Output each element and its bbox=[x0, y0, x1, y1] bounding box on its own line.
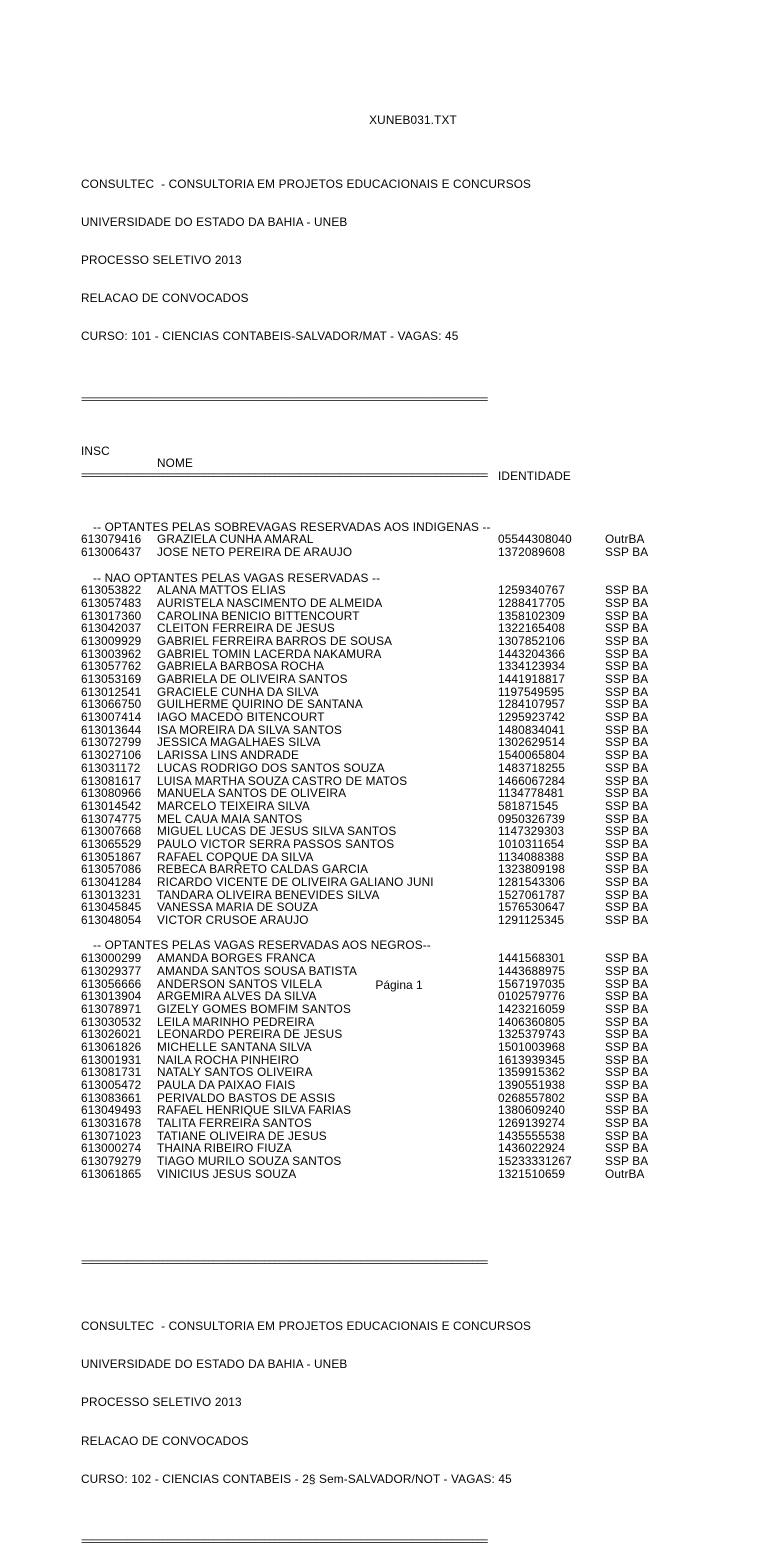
row-inscricao: 613012541 bbox=[81, 684, 142, 699]
row-inscricao: 613017360 bbox=[81, 608, 142, 623]
separator-line: ================================================================================ bbox=[81, 393, 487, 406]
row-identidade: 1302629514 bbox=[498, 735, 566, 750]
table-row bbox=[81, 1041, 685, 1054]
row-nome: REBECA BARRETO CALDAS GARCIA bbox=[157, 862, 369, 877]
row-identidade: 1613939345 bbox=[498, 1052, 566, 1067]
row-nome: LUISA MARTHA SOUZA CASTRO DE MATOS bbox=[157, 773, 408, 788]
row-identidade: 1380609240 bbox=[498, 1103, 566, 1118]
row-inscricao: 613081731 bbox=[81, 1065, 142, 1080]
table-row bbox=[81, 1016, 685, 1029]
row-inscricao: 613079279 bbox=[81, 1154, 142, 1169]
table-row bbox=[81, 597, 685, 610]
table-row bbox=[81, 1117, 685, 1130]
row-inscricao: 613049493 bbox=[81, 1103, 142, 1118]
row-identidade: 1259340767 bbox=[498, 583, 566, 598]
sections-container bbox=[81, 521, 685, 1181]
row-inscricao: 613031678 bbox=[81, 1116, 142, 1131]
row-orgao: SSP BA bbox=[605, 1039, 649, 1054]
header-line: RELACAO DE CONVOCADOS bbox=[81, 1433, 249, 1448]
row-nome: NATALY SANTOS OLIVEIRA bbox=[157, 1065, 313, 1080]
table-row bbox=[81, 800, 685, 813]
row-orgao: SSP BA bbox=[605, 963, 649, 978]
table-row bbox=[81, 749, 685, 762]
row-identidade: 1441568301 bbox=[498, 951, 566, 966]
row-nome: TANDARA OLIVEIRA BENEVIDES SILVA bbox=[157, 887, 380, 902]
row-orgao: SSP BA bbox=[605, 722, 649, 737]
row-nome: LUCAS RODRIGO DOS SANTOS SOUZA bbox=[157, 760, 385, 775]
separator-line: ================================================================================ bbox=[81, 469, 487, 482]
row-inscricao: 613079416 bbox=[81, 532, 142, 547]
row-nome: VICTOR CRUSOE ARAUJO bbox=[157, 913, 309, 928]
table-row bbox=[81, 1079, 685, 1092]
row-identidade: 1372089608 bbox=[498, 545, 566, 560]
row-identidade: 0102579776 bbox=[498, 989, 566, 1004]
row-inscricao: 613031172 bbox=[81, 760, 141, 775]
table-row bbox=[81, 1054, 685, 1067]
row-identidade: 581871545 bbox=[498, 798, 559, 813]
header-line: CONSULTEC - CONSULTORIA EM PROJETOS EDUCACIONAIS E CONCURSOS bbox=[81, 176, 532, 191]
row-inscricao: 613071023 bbox=[81, 1128, 142, 1143]
row-identidade: 1358102309 bbox=[498, 608, 566, 623]
row-nome: THAINA RIBEIRO FIUZA bbox=[157, 1141, 292, 1156]
row-identidade: 1269139274 bbox=[498, 1116, 566, 1131]
row-orgao: SSP BA bbox=[605, 1128, 649, 1143]
row-inscricao: 613029377 bbox=[81, 963, 142, 978]
section-title: -- OPTANTES PELAS SOBREVAGAS RESERVADAS AOS INDIGENAS -- bbox=[93, 519, 491, 534]
row-nome: GUILHERME QUIRINO DE SANTANA bbox=[157, 697, 363, 712]
row-orgao: SSP BA bbox=[605, 633, 649, 648]
row-inscricao: 613056666 bbox=[81, 976, 142, 991]
header-line: PROCESSO SELETIVO 2013 bbox=[81, 1395, 242, 1410]
row-identidade: 0268557802 bbox=[498, 1090, 566, 1105]
row-nome: RAFAEL COPQUE DA SILVA bbox=[157, 849, 314, 864]
table-row bbox=[81, 635, 685, 648]
row-orgao: SSP BA bbox=[605, 595, 649, 610]
row-nome: GIZELY GOMES BOMFIM SANTOS bbox=[157, 1001, 351, 1016]
header-line: CURSO: 101 - CIENCIAS CONTABEIS-SALVADOR/MAT - VAGAS: 45 bbox=[81, 329, 459, 344]
row-orgao: SSP BA bbox=[605, 1052, 649, 1067]
column-header-row bbox=[81, 432, 685, 483]
row-inscricao: 613041284 bbox=[81, 875, 142, 890]
spacer bbox=[81, 1219, 685, 1232]
row-nome: MICHELLE SANTANA SILVA bbox=[157, 1039, 312, 1054]
table-row bbox=[81, 1130, 685, 1143]
row-identidade: 0950326739 bbox=[498, 811, 566, 826]
table-row bbox=[81, 1168, 685, 1181]
row-orgao: SSP BA bbox=[605, 1027, 649, 1042]
row-inscricao: 613057483 bbox=[81, 595, 142, 610]
row-identidade: 1441918817 bbox=[498, 672, 566, 687]
row-identidade: 1567197035 bbox=[498, 976, 566, 991]
row-identidade: 1134778481 bbox=[498, 786, 565, 801]
document-body bbox=[81, 89, 685, 1561]
table-row bbox=[81, 952, 685, 965]
row-nome: TALITA FERREIRA SANTOS bbox=[157, 1116, 312, 1131]
row-identidade: 1390551938 bbox=[498, 1078, 566, 1093]
row-nome: ANDERSON SANTOS VILELA bbox=[157, 976, 323, 991]
row-identidade: 1443204366 bbox=[498, 646, 566, 661]
row-orgao: SSP BA bbox=[605, 887, 649, 902]
table-row bbox=[81, 1028, 685, 1041]
row-identidade: 1197549595 bbox=[498, 684, 565, 699]
table-row bbox=[81, 584, 685, 597]
header-line: CURSO: 102 - CIENCIAS CONTABEIS - 2§ Sem-SALVADOR/NOT - VAGAS: 45 bbox=[81, 1471, 512, 1486]
row-orgao: SSP BA bbox=[605, 976, 649, 991]
table-row bbox=[81, 787, 685, 800]
row-nome: PAULO VICTOR SERRA PASSOS SANTOS bbox=[157, 836, 395, 851]
row-nome: PAULA DA PAIXAO FIAIS bbox=[157, 1078, 296, 1093]
row-orgao: SSP BA bbox=[605, 608, 649, 623]
row-orgao: SSP BA bbox=[605, 824, 649, 839]
row-identidade: 1576530647 bbox=[498, 900, 566, 915]
row-identidade: 05544308040 bbox=[498, 532, 572, 547]
row-inscricao: 613078971 bbox=[81, 1001, 142, 1016]
row-inscricao: 613013644 bbox=[81, 722, 142, 737]
row-identidade: 15233331267 bbox=[498, 1154, 572, 1169]
header-line: PROCESSO SELETIVO 2013 bbox=[81, 253, 242, 268]
row-nome: GABRIELA DE OLIVEIRA SANTOS bbox=[157, 672, 348, 687]
row-orgao: OutrBA bbox=[605, 1166, 645, 1181]
header-line: RELACAO DE CONVOCADOS bbox=[81, 291, 249, 306]
row-inscricao: 613057086 bbox=[81, 862, 142, 877]
row-inscricao: 613013904 bbox=[81, 989, 142, 1004]
table-row bbox=[81, 546, 685, 559]
row-nome: GRAZIELA CUNHA AMARAL bbox=[157, 532, 314, 547]
table-row bbox=[81, 838, 685, 851]
row-orgao: SSP BA bbox=[605, 1065, 649, 1080]
row-inscricao: 613005472 bbox=[81, 1078, 142, 1093]
row-identidade: 1281543306 bbox=[498, 875, 566, 890]
row-identidade: 1406360805 bbox=[498, 1014, 566, 1029]
row-orgao: SSP BA bbox=[605, 773, 649, 788]
row-nome: LARISSA LINS ANDRADE bbox=[157, 748, 299, 763]
row-identidade: 1322165408 bbox=[498, 621, 566, 636]
row-identidade: 1295923742 bbox=[498, 710, 566, 725]
column-header-insc: INSC bbox=[81, 443, 110, 458]
row-identidade: 1435555538 bbox=[498, 1128, 566, 1143]
row-orgao: SSP BA bbox=[605, 659, 649, 674]
row-identidade: 1423216059 bbox=[498, 1001, 566, 1016]
row-orgao: SSP BA bbox=[605, 1078, 649, 1093]
row-identidade: 1480834041 bbox=[498, 722, 566, 737]
row-nome: TIAGO MURILO SOUZA SANTOS bbox=[157, 1154, 342, 1169]
row-orgao: SSP BA bbox=[605, 1090, 649, 1105]
row-identidade: 1483718255 bbox=[498, 760, 566, 775]
table-row bbox=[81, 876, 685, 889]
header-line: UNIVERSIDADE DO ESTADO DA BAHIA - UNEB bbox=[81, 215, 348, 229]
table-row bbox=[81, 1155, 685, 1168]
row-nome: VANESSA MARIA DE SOUZA bbox=[157, 900, 319, 915]
row-identidade: 1284107957 bbox=[498, 697, 566, 712]
row-inscricao: 613026021 bbox=[81, 1027, 142, 1042]
row-identidade: 1501003968 bbox=[498, 1039, 566, 1054]
row-inscricao: 613074775 bbox=[81, 811, 142, 826]
row-orgao: SSP BA bbox=[605, 836, 649, 851]
column-header-nome: NOME bbox=[157, 456, 193, 471]
row-inscricao: 613081617 bbox=[81, 773, 142, 788]
row-nome: LEONARDO PEREIRA DE JESUS bbox=[157, 1027, 343, 1042]
section-title: -- NAO OPTANTES PELAS VAGAS RESERVADAS -- bbox=[93, 570, 381, 585]
row-orgao: SSP BA bbox=[605, 1103, 649, 1118]
table-row bbox=[81, 762, 685, 775]
table-row bbox=[81, 1003, 685, 1016]
row-identidade: 1334123934 bbox=[498, 659, 566, 674]
row-identidade: 1321510659 bbox=[498, 1166, 566, 1181]
row-inscricao: 613045845 bbox=[81, 900, 142, 915]
row-nome: AMANDA SANTOS SOUSA BATISTA bbox=[157, 963, 358, 978]
row-inscricao: 613000299 bbox=[81, 951, 142, 966]
row-inscricao: 613053822 bbox=[81, 583, 142, 598]
row-orgao: SSP BA bbox=[605, 913, 649, 928]
row-nome: GABRIELA BARBOSA ROCHA bbox=[157, 659, 325, 674]
row-nome: AMANDA BORGES FRANCA bbox=[157, 951, 316, 966]
row-orgao: SSP BA bbox=[605, 697, 649, 712]
row-nome: PERIVALDO BASTOS DE ASSIS bbox=[157, 1090, 336, 1105]
row-nome: IAGO MACEDO BITENCOURT bbox=[157, 710, 325, 725]
row-nome: AURISTELA NASCIMENTO DE ALMEIDA bbox=[157, 595, 383, 610]
row-inscricao: 613066750 bbox=[81, 697, 142, 712]
row-inscricao: 613001931 bbox=[81, 1052, 142, 1067]
row-orgao: SSP BA bbox=[605, 583, 649, 598]
row-orgao: SSP BA bbox=[605, 811, 649, 826]
row-nome: ISA MOREIRA DA SILVA SANTOS bbox=[157, 722, 342, 737]
row-identidade: 1288417705 bbox=[498, 595, 566, 610]
table-row bbox=[81, 1066, 685, 1079]
row-orgao: SSP BA bbox=[605, 1001, 649, 1016]
row-identidade: 1443688975 bbox=[498, 963, 566, 978]
row-orgao: SSP BA bbox=[605, 989, 649, 1004]
row-nome: JESSICA MAGALHAES SILVA bbox=[157, 735, 321, 750]
table-row bbox=[81, 1092, 685, 1105]
row-inscricao: 613027106 bbox=[81, 748, 142, 763]
row-orgao: SSP BA bbox=[605, 545, 649, 560]
row-inscricao: 613065529 bbox=[81, 836, 142, 851]
row-orgao: SSP BA bbox=[605, 1116, 649, 1131]
table-row bbox=[81, 1104, 685, 1117]
separator-line: ================================================================================ bbox=[81, 1256, 487, 1269]
row-inscricao: 613014542 bbox=[81, 798, 142, 813]
row-identidade: 1540065804 bbox=[498, 748, 566, 763]
row-inscricao: 613072799 bbox=[81, 735, 142, 750]
file-name: XUNEB031.TXT bbox=[369, 113, 457, 128]
row-nome: ARGEMIRA ALVES DA SILVA bbox=[157, 989, 317, 1004]
row-orgao: SSP BA bbox=[605, 760, 649, 775]
row-orgao: SSP BA bbox=[605, 748, 649, 763]
separator-line: ================================================================================ bbox=[81, 1536, 487, 1549]
row-identidade: 1325379743 bbox=[498, 1027, 566, 1042]
row-inscricao: 613057762 bbox=[81, 659, 142, 674]
row-orgao: SSP BA bbox=[605, 900, 649, 915]
row-nome: GABRIEL FERREIRA BARROS DE SOUSA bbox=[157, 633, 393, 648]
row-nome: JOSE NETO PEREIRA DE ARAUJO bbox=[157, 545, 353, 560]
row-inscricao: 613051867 bbox=[81, 849, 142, 864]
row-inscricao: 613061826 bbox=[81, 1039, 142, 1054]
row-orgao: SSP BA bbox=[605, 684, 649, 699]
row-nome: TATIANE OLIVEIRA DE JESUS bbox=[157, 1128, 327, 1143]
row-identidade: 1323809198 bbox=[498, 862, 566, 877]
row-orgao: SSP BA bbox=[605, 1141, 649, 1156]
section-title: -- OPTANTES PELAS VAGAS RESERVADAS AOS NEGROS-- bbox=[93, 938, 431, 953]
row-nome: VINICIUS JESUS SOUZA bbox=[157, 1166, 297, 1181]
row-inscricao: 613009929 bbox=[81, 633, 142, 648]
row-nome: GRACIELE CUNHA DA SILVA bbox=[157, 684, 319, 699]
row-nome: ALANA MATTOS ELIAS bbox=[157, 583, 286, 598]
row-nome: MIGUEL LUCAS DE JESUS SILVA SANTOS bbox=[157, 824, 397, 839]
row-identidade: 1307852106 bbox=[498, 633, 566, 648]
row-orgao: SSP BA bbox=[605, 849, 649, 864]
row-inscricao: 613007414 bbox=[81, 710, 142, 725]
row-nome: RICARDO VICENTE DE OLIVEIRA GALIANO JUNI bbox=[157, 875, 434, 890]
row-identidade: 1466067284 bbox=[498, 773, 566, 788]
row-orgao: SSP BA bbox=[605, 621, 649, 636]
row-nome: MANUELA SANTOS DE OLIVEIRA bbox=[157, 786, 347, 801]
table-row bbox=[81, 965, 685, 978]
row-nome: NAILA ROCHA PINHEIRO bbox=[157, 1052, 299, 1067]
row-inscricao: 613042037 bbox=[81, 621, 142, 636]
row-orgao: OutrBA bbox=[605, 532, 645, 547]
table-row bbox=[81, 673, 685, 686]
row-nome: MEL CAUA MAIA SANTOS bbox=[157, 811, 303, 826]
row-identidade: 1436022924 bbox=[498, 1141, 566, 1156]
row-orgao: SSP BA bbox=[605, 951, 649, 966]
row-inscricao: 613083661 bbox=[81, 1090, 142, 1105]
table-row bbox=[81, 914, 685, 927]
header-line: CONSULTEC - CONSULTORIA EM PROJETOS EDUCACIONAIS E CONCURSOS bbox=[81, 1319, 532, 1334]
header-block-1 bbox=[81, 153, 685, 369]
row-inscricao: 613061865 bbox=[81, 1166, 142, 1181]
column-header-identidade: IDENTIDADE bbox=[498, 468, 571, 483]
row-nome: RAFAEL HENRIQUE SILVA FARIAS bbox=[157, 1103, 352, 1118]
row-orgao: SSP BA bbox=[605, 786, 649, 801]
page-footer: Página 1 bbox=[375, 978, 423, 992]
row-identidade: 1291125345 bbox=[498, 913, 565, 928]
row-identidade: 1010311654 bbox=[498, 836, 565, 851]
table-row bbox=[81, 1142, 685, 1155]
spacer bbox=[81, 559, 685, 572]
row-inscricao: 613080966 bbox=[81, 786, 142, 801]
row-inscricao: 613003962 bbox=[81, 646, 142, 661]
header-block-2 bbox=[81, 1295, 685, 1511]
row-orgao: SSP BA bbox=[605, 646, 649, 661]
row-orgao: SSP BA bbox=[605, 735, 649, 750]
row-identidade: 1134088388 bbox=[498, 849, 565, 864]
table-row bbox=[81, 711, 685, 724]
row-nome: MARCELO TEIXEIRA SILVA bbox=[157, 798, 310, 813]
row-orgao: SSP BA bbox=[605, 862, 649, 877]
row-identidade: 1359915362 bbox=[498, 1065, 566, 1080]
row-inscricao: 613048054 bbox=[81, 913, 142, 928]
row-nome: GABRIEL TOMIN LACERDA NAKAMURA bbox=[157, 646, 382, 661]
row-identidade: 1147329303 bbox=[498, 824, 565, 839]
row-identidade: 1527061787 bbox=[498, 887, 566, 902]
row-inscricao: 613000274 bbox=[81, 1141, 142, 1156]
table-row bbox=[81, 990, 685, 1003]
row-inscricao: 613013231 bbox=[81, 887, 142, 902]
row-inscricao: 613030532 bbox=[81, 1014, 142, 1029]
row-inscricao: 613007668 bbox=[81, 824, 142, 839]
row-nome: CLEITON FERREIRA DE JESUS bbox=[157, 621, 335, 636]
row-orgao: SSP BA bbox=[605, 875, 649, 890]
row-orgao: SSP BA bbox=[605, 1014, 649, 1029]
row-nome: LEILA MARINHO PEDREIRA bbox=[157, 1014, 315, 1029]
row-orgao: SSP BA bbox=[605, 672, 649, 687]
row-orgao: SSP BA bbox=[605, 798, 649, 813]
row-inscricao: 613053169 bbox=[81, 672, 142, 687]
row-inscricao: 613006437 bbox=[81, 545, 142, 560]
row-orgao: SSP BA bbox=[605, 1154, 649, 1169]
row-orgao: SSP BA bbox=[605, 710, 649, 725]
header-line: UNIVERSIDADE DO ESTADO DA BAHIA - UNEB bbox=[81, 1357, 348, 1372]
row-nome: CAROLINA BENICIO BITTENCOURT bbox=[157, 608, 360, 623]
